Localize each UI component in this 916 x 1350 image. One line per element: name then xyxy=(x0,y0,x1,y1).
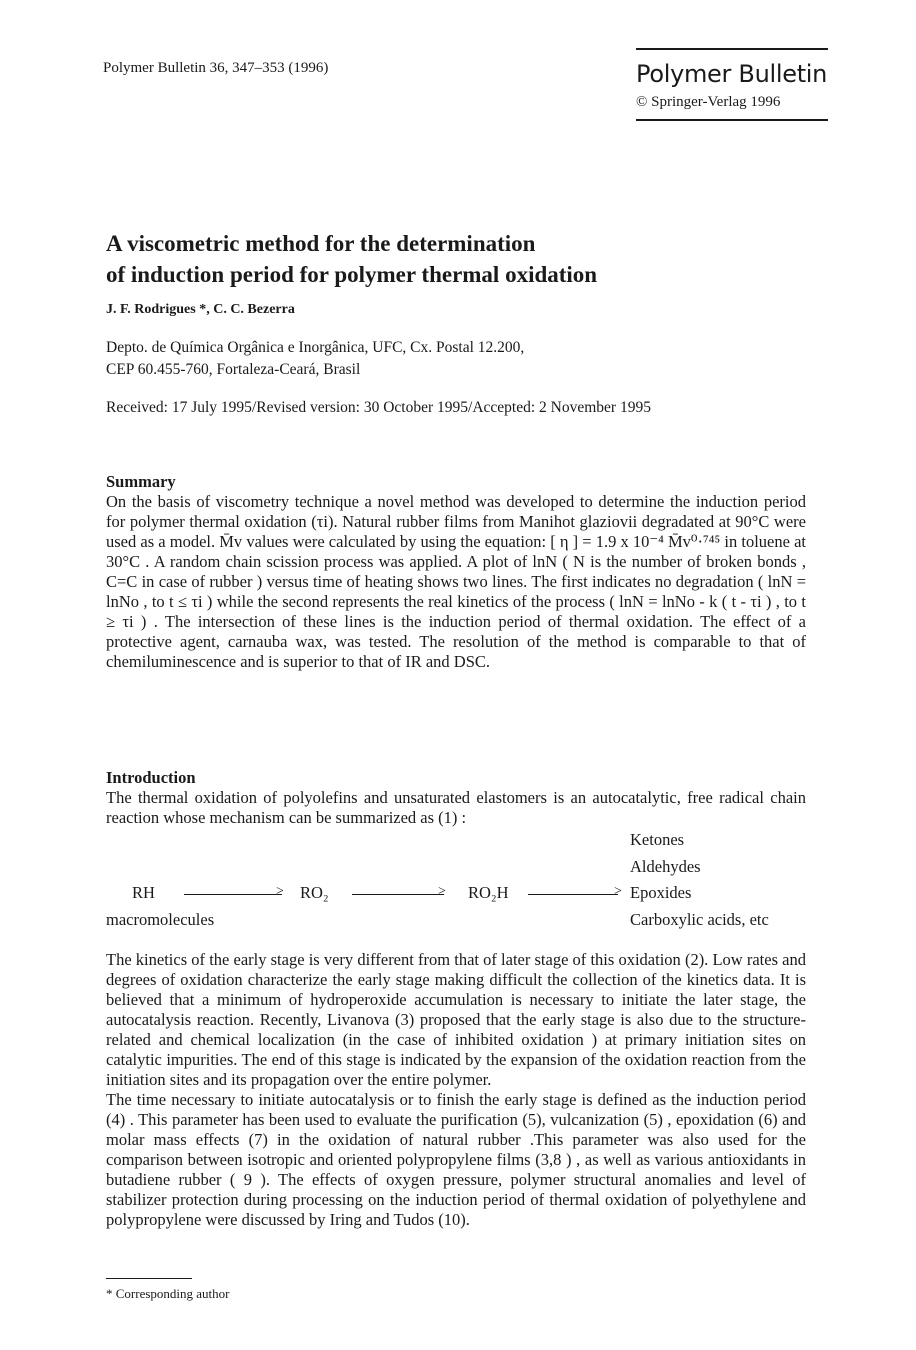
intro-paragraph-2: The kinetics of the early stage is very different from that of later stage of this oxidation (2). Low rates and degrees of oxidation characterize the early stage making difficult the collection of the kinetics data. It is believed that a minimum of hydroperoxide accumulation is necessary to initiate the later stage, the autocatalysis reaction. Recently, Livanova (3) proposed that the early stage is also due to the structure-related and chemical localization (in the case of inhibited oxidation ) at primary initiation sites on catalytic impurities. The end of this stage is indicated by the expansion of the oxidation reaction from the initiation sites and its propagation over the entire polymer. xyxy=(106,950,806,1089)
introduction-heading: Introduction xyxy=(106,768,196,787)
rh-label: macromolecules xyxy=(106,910,215,929)
intermediate-ro2h: RO₂H xyxy=(468,883,509,902)
received-dates: Received: 17 July 1995/Revised version: 30 October 1995/Accepted: 2 November 1995 xyxy=(106,399,651,416)
arrow-2-head: > xyxy=(438,884,446,899)
journal-name: Polymer Bulletin xyxy=(636,60,828,88)
arrow-3-head: > xyxy=(614,884,622,899)
introduction-text-1 xyxy=(106,788,806,828)
intro-paragraph-3: The time necessary to initiate autocatalysis or to finish the early stage is defined as the induction period (4) . This parameter has been used to evaluate the purification (5), vulcanization (5) , epoxidation (6) and molar mass effects (7) in the oxidation of natural rubber .This parameter was also used for the comparison between isotropic and oriented polypropylene films (3,8 ) , as well as various antioxidants in butadiene rubber ( 9 ). The effects of oxygen pressure, polymer structural anomalies and level of stabilizer protection during processing on the induction period of thermal oxidation of polyethylene and polypropylene were discussed by Iring and Tudos (10). xyxy=(106,1090,806,1229)
affiliation-line-1: Depto. de Química Orgânica e Inorgânica, UFC, Cx. Postal 12.200, xyxy=(106,339,525,356)
article-title xyxy=(106,228,806,290)
product-epoxides: Epoxides xyxy=(630,883,692,902)
product-ketones: Ketones xyxy=(630,830,685,849)
footnote: * Corresponding author xyxy=(106,1286,230,1301)
affiliation xyxy=(106,337,806,381)
copyright: © Springer-Verlag 1996 xyxy=(636,94,781,110)
summary-heading: Summary xyxy=(106,472,176,491)
footnote-rule xyxy=(106,1278,192,1279)
masthead-top-rule xyxy=(636,48,828,50)
journal-citation: Polymer Bulletin 36, 347–353 (1996) xyxy=(103,60,329,76)
arrow-1-head: > xyxy=(276,884,284,899)
title-line-1: A viscometric method for the determination xyxy=(106,231,536,256)
authors: J. F. Rodrigues *, C. C. Bezerra xyxy=(106,302,295,317)
intro-paragraph-1: The thermal oxidation of polyolefins and unsaturated elastomers is an autocatalytic, free radical chain reaction whose mechanism can be summarized as (1) : xyxy=(106,788,806,827)
masthead-bottom-rule xyxy=(636,119,828,121)
reactant-rh: RH xyxy=(132,883,155,902)
intermediate-ro2: RO₂ xyxy=(300,883,329,902)
product-carboxylic: Carboxylic acids, etc xyxy=(630,910,769,929)
product-aldehydes: Aldehydes xyxy=(630,857,701,876)
affiliation-line-2: CEP 60.455-760, Fortaleza-Ceará, Brasil xyxy=(106,361,361,378)
arrow-2-line xyxy=(352,894,444,895)
arrow-3-line xyxy=(528,894,618,895)
summary-text xyxy=(106,492,806,672)
journal-masthead xyxy=(636,48,828,121)
summary-paragraph: On the basis of viscometry technique a novel method was developed to determine the induction period for polymer thermal oxidation (τi). Natural rubber films from Manihot glaziovii degradated at 90°C were used as a model. M̄v values were calculated by using the equation: [ η ] = 1.9 x 10⁻⁴ M̄v⁰·⁷⁴⁵ in toluene at 30°C . A random chain scission process was applied. A plot of lnN ( N is the number of broken bonds , C=C in case of rubber ) versus time of heating shows two lines. The first indicates no degradation ( lnN = lnNo , to t ≤ τi ) while the second represents the real kinetics of the process ( lnN = lnNo - k ( t - τi ) , to t ≥ τi ) . The intersection of these lines is the induction period of thermal oxidation. The effect of a protective agent, carnauba wax, was tested. The resolution of the method is comparable to that of chemiluminescence and is superior to that of IR and DSC. xyxy=(106,492,806,671)
arrow-1-line xyxy=(184,894,282,895)
reaction-scheme xyxy=(106,826,806,936)
introduction-body xyxy=(106,950,806,1230)
title-line-2: of induction period for polymer thermal oxidation xyxy=(106,262,598,287)
